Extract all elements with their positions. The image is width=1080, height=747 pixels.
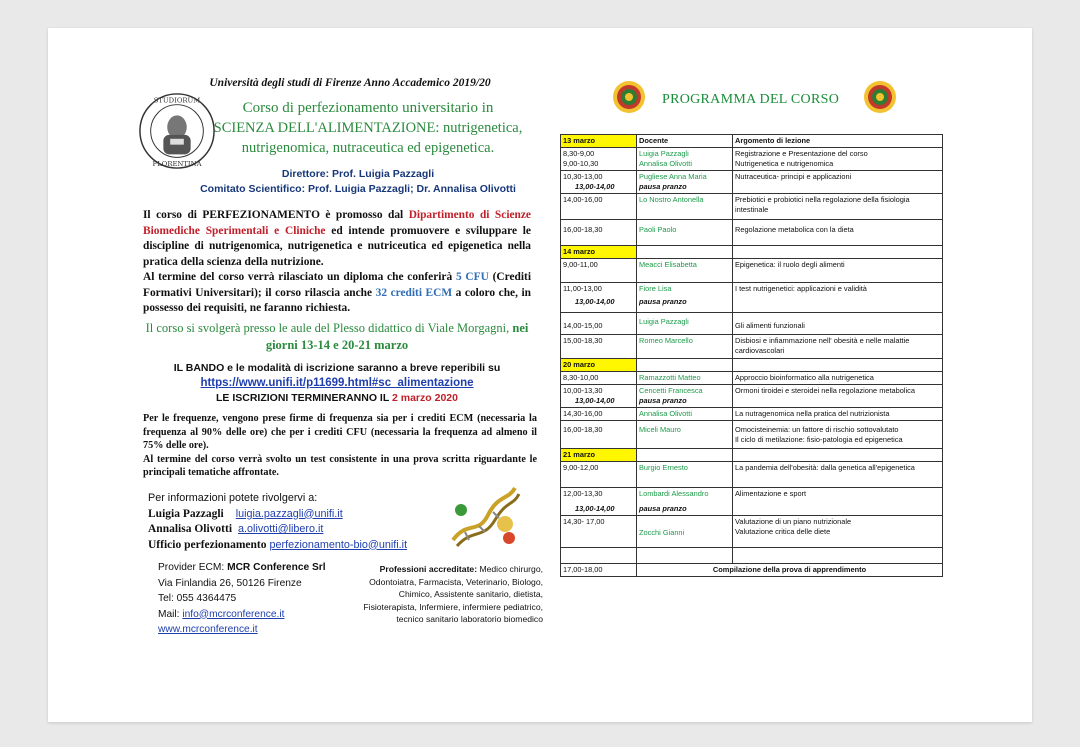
teacher-cell: Romeo Marcello [637, 335, 733, 359]
table-row [561, 408, 943, 421]
topic-cell: Approccio bioinformatico alla nutrigenetica [733, 372, 943, 385]
provider-email-link[interactable]: info@mcrconference.it [182, 608, 285, 620]
teacher-cell: Ramazzotti Matteo [637, 372, 733, 385]
diploma-text: a coloro che, in possesso dei requisiti, ne faranno richiesta. [143, 286, 531, 314]
teacher-cell: Fiore Lisa [639, 284, 672, 293]
professions-label: Professioni accreditate: [379, 564, 478, 574]
day-row [561, 449, 943, 462]
topic-cell: I test nutrigenetici: applicazioni e validità [733, 283, 943, 313]
contact-email-link[interactable]: a.olivotti@libero.it [238, 523, 324, 535]
bando-line: IL BANDO e le modalità di iscrizione saranno a breve reperibili su [173, 362, 501, 374]
lunch-break-label: pausa pranzo [639, 182, 687, 191]
topic-cell: Ormoni tiroidei e steroidei nella regolazione metabolica [733, 385, 943, 408]
teacher-cell: Annalisa Olivotti [637, 408, 733, 421]
course-title-line3: nutrigenomica, nutraceutica ed epigenetica. [241, 140, 495, 156]
time-cell: 10,00-13,30 [563, 386, 603, 395]
frequency-text: Per le frequenze, vengono prese firme di frequenza sia per i crediti ECM (necessaria la frequenza al 90% delle ore) che per i crediti CFU (necessaria la frequenza ad almeno il 75% delle ore). [143, 413, 537, 451]
time-cell: 16,00-18,30 [561, 421, 637, 449]
table-row [561, 259, 943, 283]
break-time-cell: 13,00-14,00 [575, 396, 615, 405]
time-cell: 11,00-13,00 [563, 284, 602, 293]
time-cell: 10,30-13,00 [563, 172, 603, 181]
table-row [561, 385, 943, 408]
course-title [208, 98, 528, 158]
location-text [143, 320, 531, 354]
provider-name: MCR Conference Srl [227, 562, 326, 573]
time-cell: 8,30-9,00 [563, 149, 595, 158]
topic-cell: Prebiotici e probiotici nella regolazione della fisiologia intestinale [733, 194, 943, 220]
cfu-credits: 5 CFU [455, 271, 489, 283]
topic-cell: Gli alimenti funzionali [733, 313, 943, 335]
time-cell: 14,30- 17,00 [561, 516, 637, 548]
table-row [561, 372, 943, 385]
diploma-text: Al termine del corso verrà rilasciato un diploma che conferirà [143, 271, 456, 283]
contact-name: Luigia Pazzagli [148, 507, 224, 520]
contacts-intro: Per informazioni potete rivolgervi a: [148, 492, 318, 504]
direction-block [148, 167, 568, 197]
bando-link[interactable]: https://www.unifi.it/p11699.html#sc_alimentazione [200, 377, 474, 389]
decorative-mandala-icon [863, 80, 897, 114]
provider-mail-label: Mail: [158, 608, 183, 620]
contacts-block [148, 491, 478, 553]
teacher-cell: Annalisa Olivotti [639, 159, 692, 168]
diploma-text: (Crediti Formativi Universitari); il corso rilascia anche [143, 271, 532, 299]
provider-label: Provider ECM: [158, 562, 228, 573]
course-title-line1: Corso di perfezionamento universitario in [242, 100, 494, 116]
course-title-line2: SCIENZA DELL'ALIMENTAZIONE: nutrigenetica, [213, 120, 523, 136]
time-cell: 15,00-18,30 [561, 335, 637, 359]
table-header-row [561, 135, 943, 148]
deadline-text: LE ISCRIZIONI TERMINERANNO IL [216, 392, 392, 404]
teacher-cell: Pugliese Anna Maria [639, 172, 707, 181]
time-cell: 12,00-13,30 [563, 489, 603, 498]
day-label: 20 marzo [561, 359, 637, 372]
final-test-text: Al termine del corso verrà svolto un test consistente in una prova scritta riguardante le principali tematiche affrontate. [143, 453, 537, 478]
time-cell: 14,00-15,00 [561, 313, 637, 335]
decorative-mandala-icon [612, 80, 646, 114]
provider-address: Via Finlandia 26, 50126 Firenze [158, 577, 302, 589]
teacher-cell: Meacci Elisabetta [637, 259, 733, 283]
svg-text:FLORENTINA: FLORENTINA [152, 160, 202, 169]
break-time-cell: 13,00-14,00 [575, 182, 615, 191]
frequency-paragraph [143, 412, 537, 480]
contact-name: Ufficio perfezionamento [148, 538, 267, 551]
deadline-date: 2 marzo 2020 [392, 392, 458, 404]
contact-email-link[interactable]: perfezionamento-bio@unifi.it [269, 538, 408, 551]
topic-cell: Valutazione critica delle diete [735, 527, 831, 536]
table-row [561, 220, 943, 246]
table-row [561, 462, 943, 488]
teacher-cell: Paoli Paolo [637, 220, 733, 246]
table-row [561, 421, 943, 449]
dna-food-illustration [443, 480, 523, 550]
time-cell: 9,00-10,30 [563, 159, 599, 168]
time-cell: 9,00-12,00 [561, 462, 637, 488]
topic-cell: Nutrigenetica e nutrigenomica [735, 159, 834, 168]
table-row [561, 194, 943, 220]
professions-block [353, 563, 543, 626]
university-header: Università degli studi di Firenze Anno Accademico 2019/20 [209, 77, 491, 89]
topic-cell: Regolazione metabolica con la dieta [733, 220, 943, 246]
break-time-cell: 13,00-14,00 [575, 504, 615, 513]
teacher-cell: Zocchi Gianni [637, 516, 733, 548]
location-line: Il corso si svolgerà presso le aule del Plesso didattico di Viale Morgagni, [145, 321, 513, 335]
teacher-cell: Luigia Pazzagli [637, 313, 733, 335]
intro-text: ed intende promuovere e sviluppare le discipline di nutrigenomica, nutrigenetica e nutriceutica ed epigenetica nella pratica della scienza della nutrizione. [143, 224, 531, 268]
intro-text: Il corso di PERFEZIONAMENTO è promosso dal [143, 209, 409, 221]
break-time-cell: 13,00-14,00 [575, 297, 615, 306]
time-cell: 16,00-18,30 [561, 220, 637, 246]
day-row [561, 359, 943, 372]
director-line: Direttore: Prof. Luigia Pazzagli [281, 168, 435, 180]
contact-email-link[interactable]: luigia.pazzagli@unifi.it [235, 507, 343, 520]
teacher-cell: Miceli Mauro [637, 421, 733, 449]
topic-cell: Il ciclo di metilazione: fisio-patologia ed epigenetica [735, 435, 903, 444]
bando-block [143, 361, 531, 406]
topic-cell: La pandemia dell'obesità: dalla genetica all'epigenetica [733, 462, 943, 488]
day-label: 21 marzo [561, 449, 637, 462]
table-row [561, 283, 943, 313]
lunch-break-label: pausa pranzo [639, 396, 687, 405]
committee-line: Comitato Scientifico: Prof. Luigia Pazzagli; Dr. Annalisa Olivotti [200, 183, 516, 195]
contact-name: Annalisa Olivotti [148, 523, 233, 535]
university-seal-logo [138, 92, 216, 170]
course-dates: nei giorni 13-14 e 20-21 marzo [265, 321, 529, 352]
table-row [561, 548, 943, 564]
lunch-break-label: pausa pranzo [639, 297, 687, 306]
teacher-cell: Cencetti Francesca [639, 386, 703, 395]
time-cell: 17,00-18,00 [561, 564, 637, 577]
final-test-cell: Compilazione della prova di apprendimento [637, 564, 943, 577]
topic-cell: Epigenetica: il ruolo degli alimenti [733, 259, 943, 283]
topic-cell: Valutazione di un piano nutrizionale [735, 517, 852, 526]
topic-cell: Omocisteinemia: un fattore di rischio sottovalutato [735, 425, 899, 434]
table-row [561, 488, 943, 516]
time-cell: 14,30-16,00 [561, 408, 637, 421]
teacher-cell: Lo Nostro Antonella [637, 194, 733, 220]
topic-cell: Disbiosi e infiammazione nell' obesità e nelle malattie cardiovascolari [733, 335, 943, 359]
programme-title: PROGRAMMA DEL CORSO [662, 92, 840, 107]
document-page [48, 28, 1032, 722]
professions-text: Medico chirurgo, Odontoiatra, Farmacista, Veterinario, Biologo, Chimico, Assistente sanitario, dietista, Fisioterapista, Infermiere, infermiere pediatrico, tecnico sanitario laboratorio biomedico [363, 564, 543, 624]
provider-phone: Tel: 055 4364475 [158, 593, 237, 604]
table-row [561, 171, 943, 194]
teacher-cell: Luigia Pazzagli [639, 149, 689, 158]
time-cell: 9,00-11,00 [561, 259, 637, 283]
table-row [561, 335, 943, 359]
topic-cell: Nutraceutica- principi e applicazioni [733, 171, 943, 194]
column-header-docente: Docente [637, 135, 733, 148]
day-row [561, 246, 943, 259]
table-row [561, 516, 943, 548]
teacher-cell: Burgio Ernesto [637, 462, 733, 488]
day-label: 14 marzo [561, 246, 637, 259]
table-row [561, 564, 943, 577]
table-row [561, 313, 943, 335]
day-label: 13 marzo [561, 135, 637, 148]
programme-table [560, 134, 943, 577]
lunch-break-label: pausa pranzo [639, 504, 687, 513]
column-header-argomento: Argomento di lezione [733, 135, 943, 148]
svg-text:STUDIORUM: STUDIORUM [153, 96, 201, 105]
topic-cell: Registrazione e Presentazione del corso [735, 149, 868, 158]
provider-website-link[interactable]: www.mcrconference.it [158, 624, 258, 635]
provider-block [158, 560, 358, 638]
time-cell: 14,00-16,00 [561, 194, 637, 220]
intro-paragraph [143, 208, 531, 317]
table-row [561, 148, 943, 171]
topic-cell: Alimentazione e sport [733, 488, 943, 516]
time-cell: 8,30-10,00 [561, 372, 637, 385]
teacher-cell: Lombardi Alessandro [639, 489, 709, 498]
ecm-credits: 32 crediti ECM [375, 286, 453, 299]
topic-cell: La nutragenomica nella pratica del nutrizionista [733, 408, 943, 421]
department-name: Dipartimento di Scienze Biomediche Sperimentali e Cliniche [143, 209, 531, 237]
